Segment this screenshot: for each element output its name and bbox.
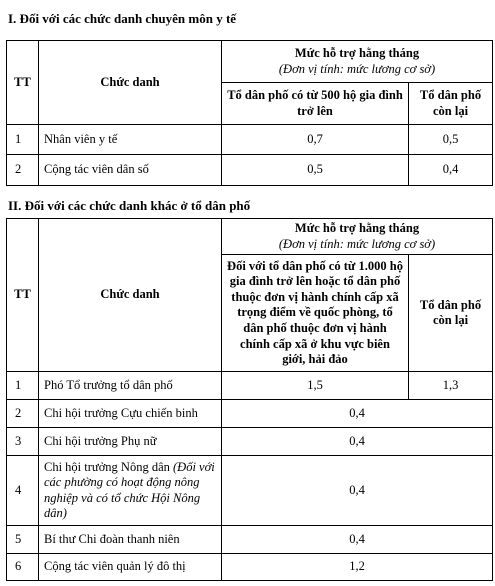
row-value-merged: 0,4 [222,400,493,428]
row-title: Cộng tác viên dân số [39,155,222,186]
section-1-heading: I. Đối với các chức danh chuyên môn y tế [8,11,237,26]
table-row [7,456,493,526]
row-title: Chi hội trưởng Nông dân [44,459,170,474]
support-label: Mức hỗ trợ hằng tháng [294,45,420,60]
tt-header: TT [7,219,39,372]
row-value-merged: 0,4 [222,526,493,554]
row-tt: 5 [7,526,39,554]
row-title: Cộng tác viên quản lý đô thị [39,554,222,581]
table-row [7,526,493,554]
col-a-header: Đối với tổ dân phố có từ 1.000 hộ gia đình trở lên hoặc tổ dân phố thuộc đơn vị hành chính cấp xã trọng điểm về quốc phòng, tổ dân phố thuộc đơn vị hành chính cấp xã ở khu vực biên giới, hải đảo [222,255,409,372]
table-row [7,428,493,456]
col-a-header: Tổ dân phố có từ 500 hộ gia đình trở lên [222,83,409,125]
support-label: Mức hỗ trợ hằng tháng [294,221,420,235]
title-header: Chức danh [39,41,222,125]
row-title-cell [39,456,222,526]
row-value-a: 0,5 [222,155,409,186]
row-tt: 2 [7,155,39,186]
table-row [7,400,493,428]
row-title: Chi hội trưởng Cựu chiến binh [39,400,222,428]
table-row [7,125,493,155]
row-value-b: 0,4 [409,155,493,186]
row-value-merged: 0,4 [222,428,493,456]
section-1-table [6,40,493,186]
support-header [222,41,493,83]
row-tt: 1 [7,372,39,400]
row-value-merged: 1,2 [222,554,493,581]
tt-header: TT [7,41,39,125]
col-b-header: Tổ dân phố còn lại [409,83,493,125]
row-title: Chi hội trưởng Phụ nữ [39,428,222,456]
row-tt: 1 [7,125,39,155]
title-header: Chức danh [39,219,222,372]
row-value-a: 0,7 [222,125,409,155]
row-value-b: 0,5 [409,125,493,155]
table-row [7,372,493,400]
row-value-a: 1,5 [222,372,409,400]
section-2-table [6,218,493,581]
row-tt: 2 [7,400,39,428]
row-title: Nhân viên y tế [39,125,222,155]
row-tt: 3 [7,428,39,456]
row-value-b: 1,3 [409,372,493,400]
unit-label: (Đơn vị tính: mức lương cơ sở) [278,61,436,76]
table-row [7,554,493,581]
unit-label: (Đơn vị tính: mức lương cơ sở) [278,236,436,251]
support-header [222,219,493,255]
section-2-heading: II. Đối với các chức danh khác ở tổ dân phố [8,198,251,213]
row-value-merged: 0,4 [222,456,493,526]
row-tt: 6 [7,554,39,581]
table-row [7,155,493,186]
row-tt: 4 [7,456,39,526]
col-b-header: Tổ dân phố còn lại [409,255,493,372]
row-title: Phó Tổ trưởng tổ dân phố [39,372,222,400]
row-note: (Đối với các phường có hoạt động nông nghiệp và có tổ chức Hội Nông dân) [44,459,215,521]
row-title: Bí thư Chi đoàn thanh niên [39,526,222,554]
